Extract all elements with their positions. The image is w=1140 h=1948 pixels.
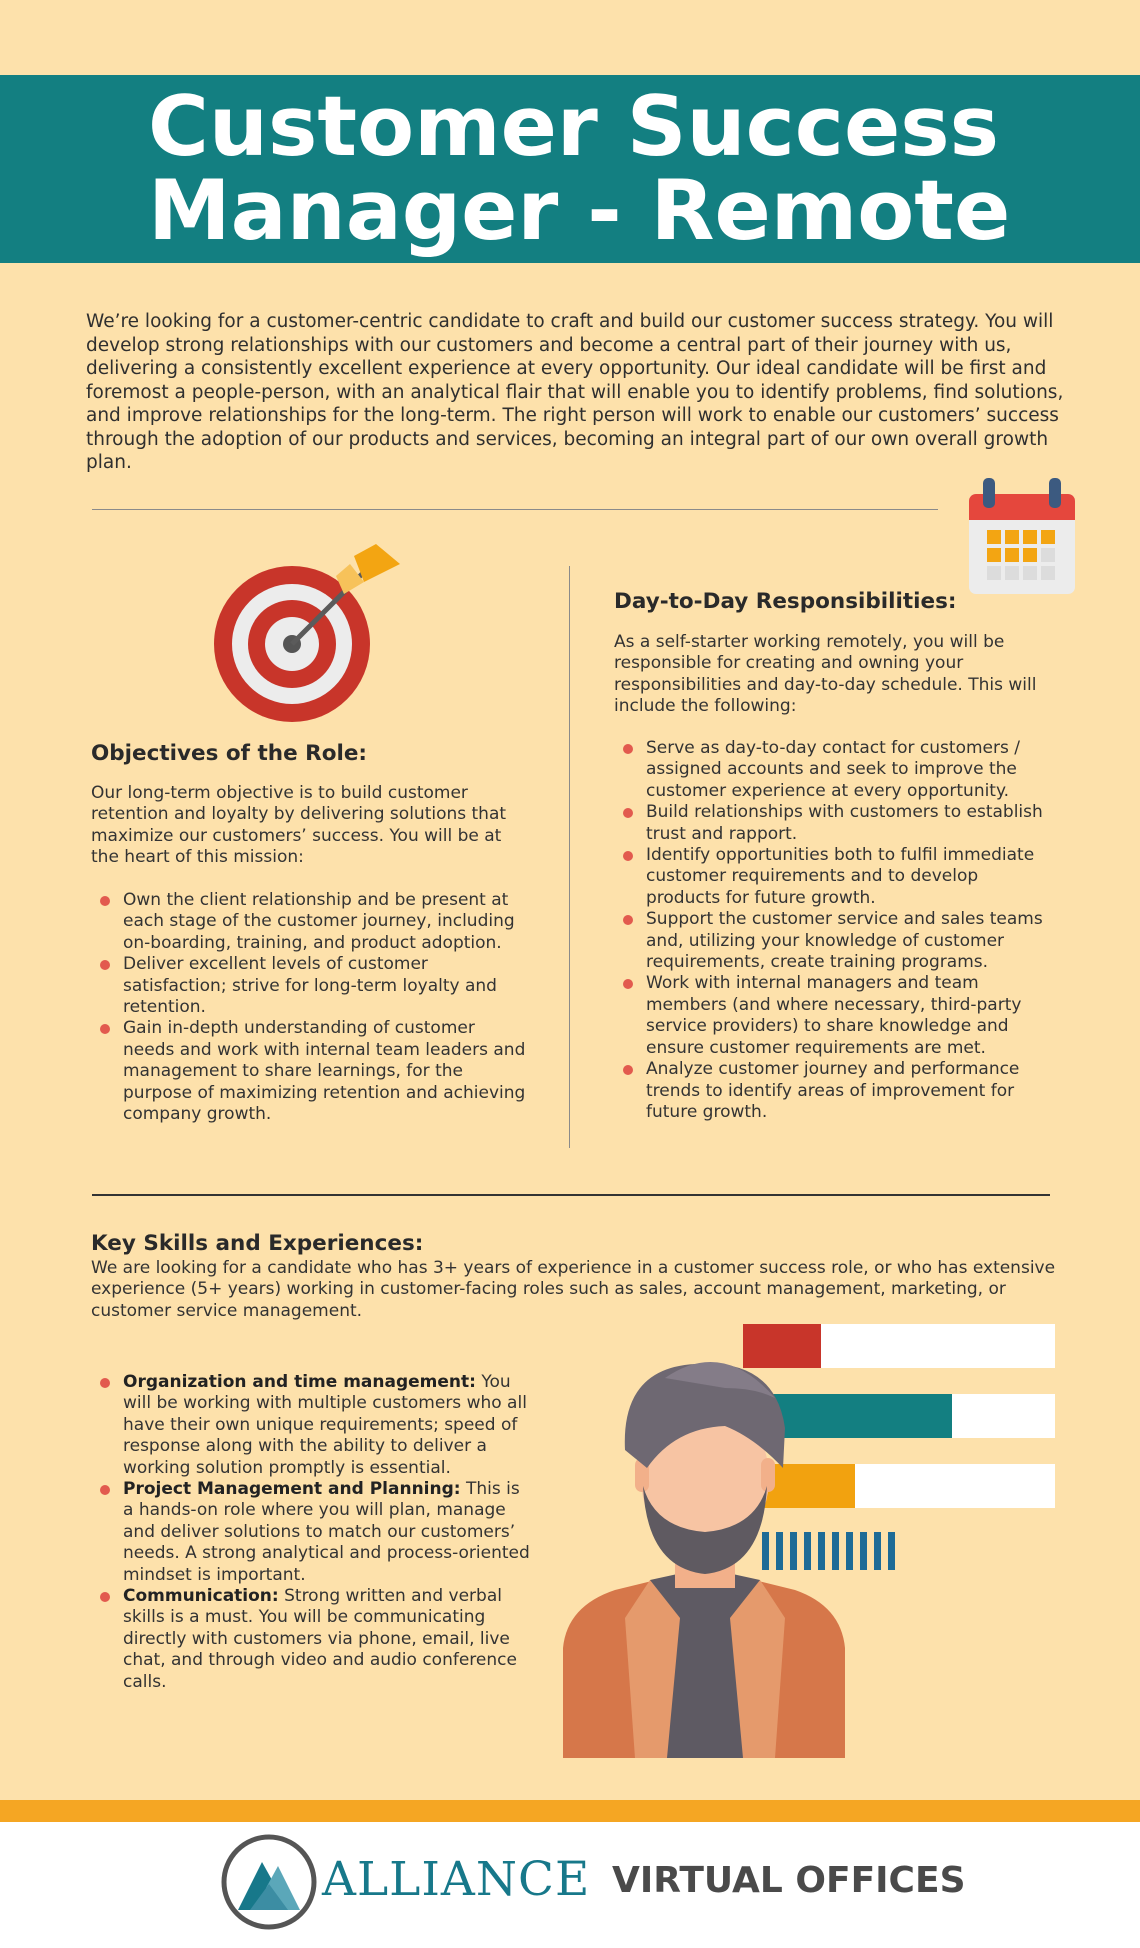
calendar-icon [967,478,1077,598]
divider-top [92,509,938,510]
skill-title: Project Management and Planning: [123,1479,461,1500]
list-item: Gain in-depth understanding of customer needs and work with internal team leaders and management to share learnings, for the purpose of maximizing retention and achieving company growth. [92,1018,528,1125]
skills-heading: Key Skills and Experiences: [91,1231,424,1256]
skill-text: You will be working with multiple customers who all have their own unique requirements; speed of response along with the ability to deliver a working solution promptly is essential. [123,1372,527,1478]
list-item: Serve as day-to-day contact for customers / assigned accounts and seek to improve the customer experience at every opportunity. [615,738,1047,802]
list-item: Work with internal managers and team members (and where necessary, third-party service providers) to share knowledge and ensure customer requirements are met. [615,973,1047,1059]
responsibilities-text: As a self-starter working remotely, you will be responsible for creating and owning your responsibilities and day-to-day schedule. This will include the following: [614,632,1037,717]
intro-paragraph: We’re looking for a customer-centric candidate to craft and build our customer success strategy. You will develop strong relationships with our customers and become a central part of their journey with us, delivering a consistently excellent experience at every opportunity. Our ideal candidate will be first and foremost a people-person, with an analytical flair that will enable you to identify problems, find solutions, and improve relationships for the long-term. The right person will work to enable our customers’ success through the adoption of our products and services, becoming an integral part of our own overall growth plan. [86,311,1064,473]
skill-title: Organization and time management: [123,1372,476,1392]
responsibilities-heading: Day-to-Day Responsibilities: [614,589,957,614]
objectives-list [92,890,528,1125]
list-item: Own the client relationship and be present at each stage of the customer journey, including on-boarding, training, and product adoption. [92,890,528,954]
skill-bar-red [743,1324,821,1368]
list-item: Build relationships with customers to establish trust and rapport. [615,802,1047,845]
objectives-heading: Objectives of the Role: [91,741,368,766]
alliance-logo-icon [220,1832,318,1932]
list-item [92,1479,532,1586]
footer [0,1822,1140,1948]
list-item: Identify opportunities both to fulfil immediate customer requirements and to develop products for future growth. [615,845,1047,909]
objectives-text: Our long-term objective is to build customer retention and loyalty by delivering solutions that maximize our customers’ success. You will be at the heart of this mission: [91,783,507,868]
list-item [92,1372,532,1479]
brand-name: ALLIANCE [322,1852,591,1907]
responsibilities-list [615,738,1047,1123]
column-divider [569,566,570,1148]
accent-band [0,1800,1140,1822]
page-title: Customer Success Manager - Remote [148,78,1011,259]
skill-text: This is a hands-on role where you will plan, manage and deliver solutions to match our customers’ needs. A strong analytical and process-oriented mindset is important. [123,1479,530,1585]
title-banner [0,75,1140,263]
skill-title: Communication: [123,1586,279,1607]
skills-text: We are looking for a candidate who has 3+ years of experience in a customer success role, or who has extensive experience (5+ years) working in customer-facing roles such as sales, account management, marketing, or customer service management. [91,1258,1056,1321]
list-item: Deliver excellent levels of customer satisfaction; strive for long-term loyalty and retention. [92,954,528,1018]
skill-text: Strong written and verbal skills is a must. You will be communicating directly with customers via phone, email, live chat, and through video and audio conference calls. [123,1586,517,1692]
target-icon [214,536,404,726]
divider-bottom [92,1194,1050,1196]
list-item: Support the customer service and sales teams and, utilizing your knowledge of customer requirements, create training programs. [615,909,1047,973]
equalizer-icon [762,1532,895,1570]
list-item: Analyze customer journey and performance trends to identify areas of improvement for future growth. [615,1059,1047,1123]
list-item [92,1586,532,1693]
skills-list [92,1372,532,1693]
brand-subtitle: VIRTUAL OFFICES [612,1860,966,1901]
skills-illustration [555,1318,1065,1758]
